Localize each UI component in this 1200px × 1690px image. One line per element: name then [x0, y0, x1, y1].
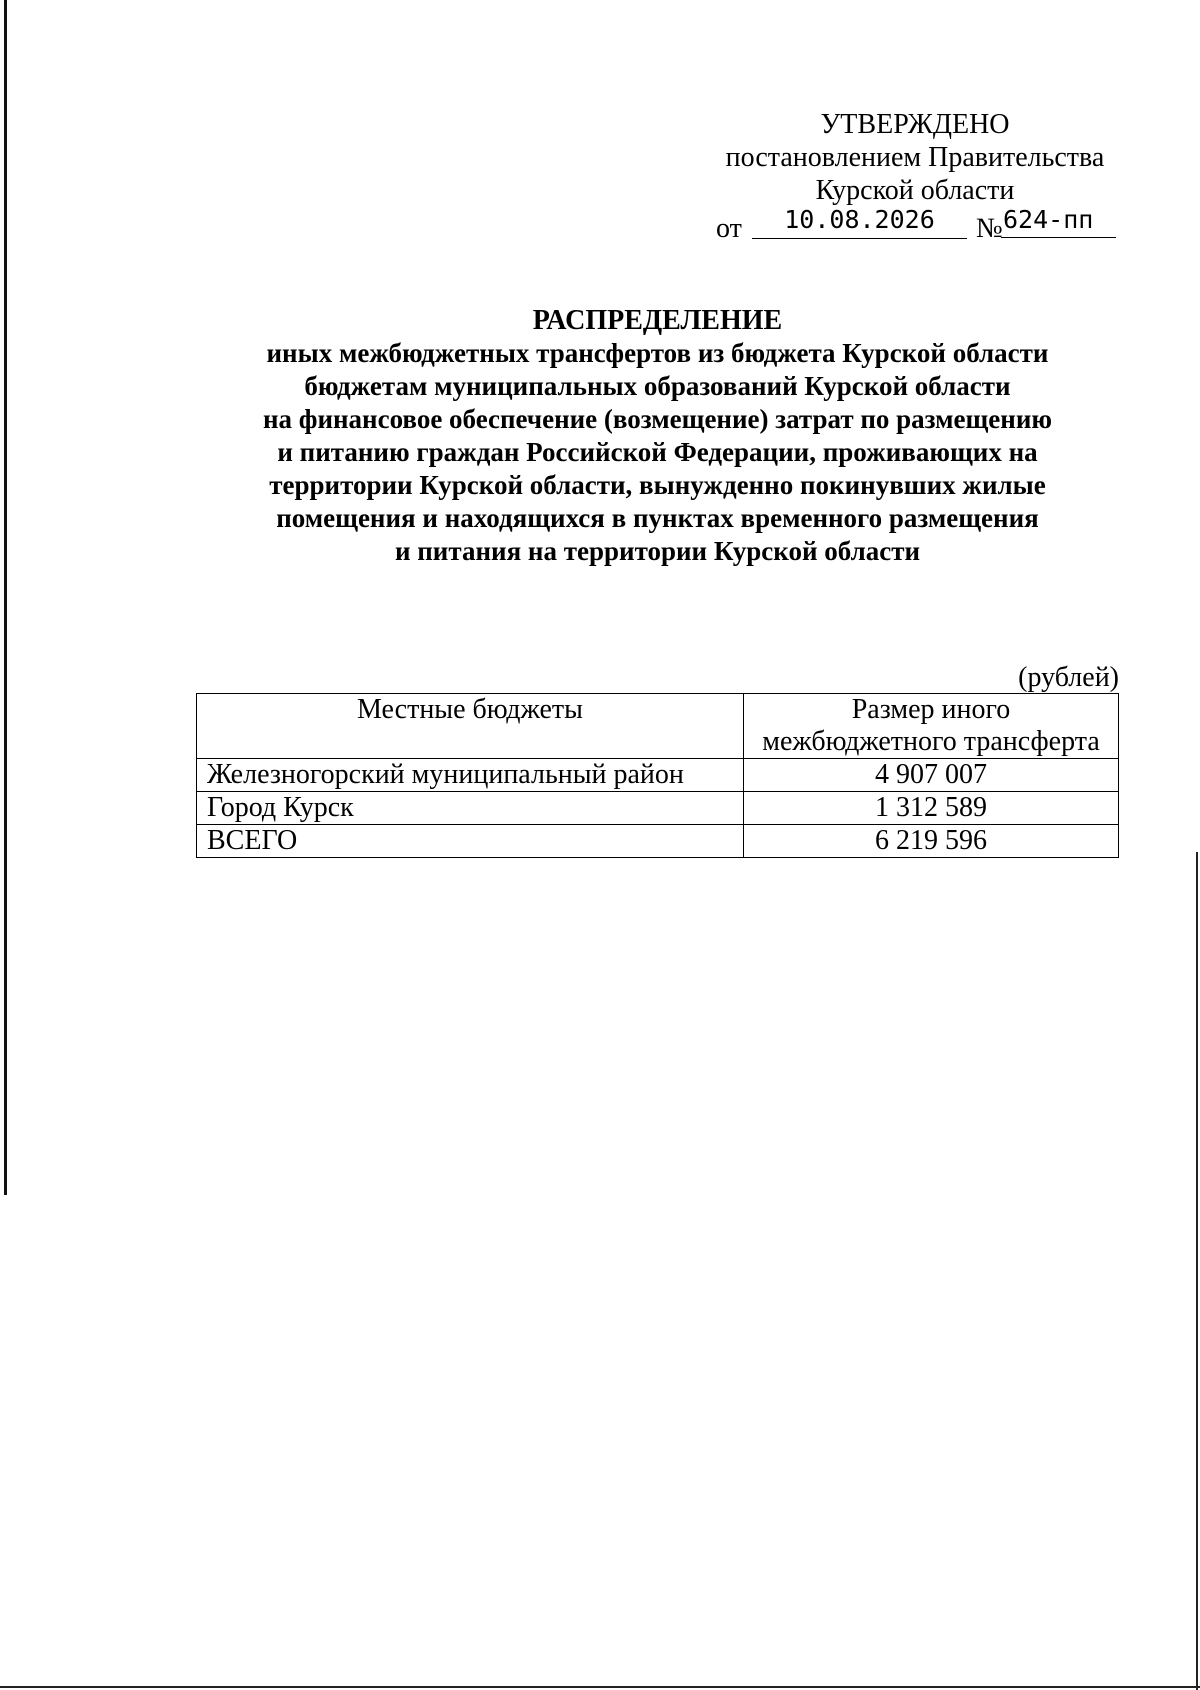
- budget-table: [196, 693, 1119, 858]
- table-row: [197, 759, 1119, 792]
- row-amount: 1 312 589: [744, 792, 1119, 825]
- heading-line: территории Курской области, вынужденно покинувших жилые: [269, 470, 1046, 500]
- header-amount-line2: межбюджетного трансферта: [762, 726, 1100, 757]
- table-row: [197, 792, 1119, 825]
- scan-edge-bottom: [0, 1686, 1200, 1688]
- date-label: от: [716, 213, 742, 244]
- approval-date: 10.08.2026: [752, 205, 967, 239]
- approval-region: Курской области: [815, 175, 1015, 206]
- row-amount: 4 907 007: [744, 759, 1119, 792]
- units-label: (рублей): [1018, 662, 1119, 693]
- row-amount-total: 6 219 596: [744, 825, 1119, 858]
- header-amount: [744, 694, 1119, 759]
- table-row-total: [197, 825, 1119, 858]
- approval-title: УТВЕРЖДЕНО: [820, 109, 1010, 140]
- approval-number: 624-пп: [1001, 205, 1116, 238]
- row-name: Город Курск: [197, 792, 744, 825]
- heading-line: и питанию граждан Российской Федерации, проживающих на: [277, 437, 1038, 467]
- approval-authority: постановлением Правительства: [725, 142, 1105, 173]
- number-label: №: [976, 213, 1003, 244]
- header-local-budgets: Местные бюджеты: [197, 694, 744, 759]
- header-amount-line1: Размер иного: [851, 694, 1011, 725]
- row-name-total: ВСЕГО: [197, 825, 744, 858]
- heading-line: помещения и находящихся в пунктах временного размещения: [276, 503, 1039, 533]
- approval-stamp-block: [700, 108, 1130, 207]
- heading-line: бюджетам муниципальных образований Курской области: [304, 371, 1011, 401]
- scan-edge-right: [1196, 852, 1198, 1690]
- document-title: РАСПРЕДЕЛЕНИЕ: [532, 305, 783, 336]
- scan-edge-left: [4, 0, 7, 1195]
- document-heading: [180, 304, 1135, 568]
- table-header-row: [197, 694, 1119, 759]
- heading-line: иных межбюджетных трансфертов из бюджета Курской области: [266, 338, 1049, 368]
- row-name: Железногорский муниципальный район: [197, 759, 744, 792]
- heading-line: и питания на территории Курской области: [394, 536, 921, 566]
- heading-line: на финансовое обеспечение (возмещение) затрат по размещению: [262, 404, 1053, 434]
- approval-date-row: [716, 205, 1116, 244]
